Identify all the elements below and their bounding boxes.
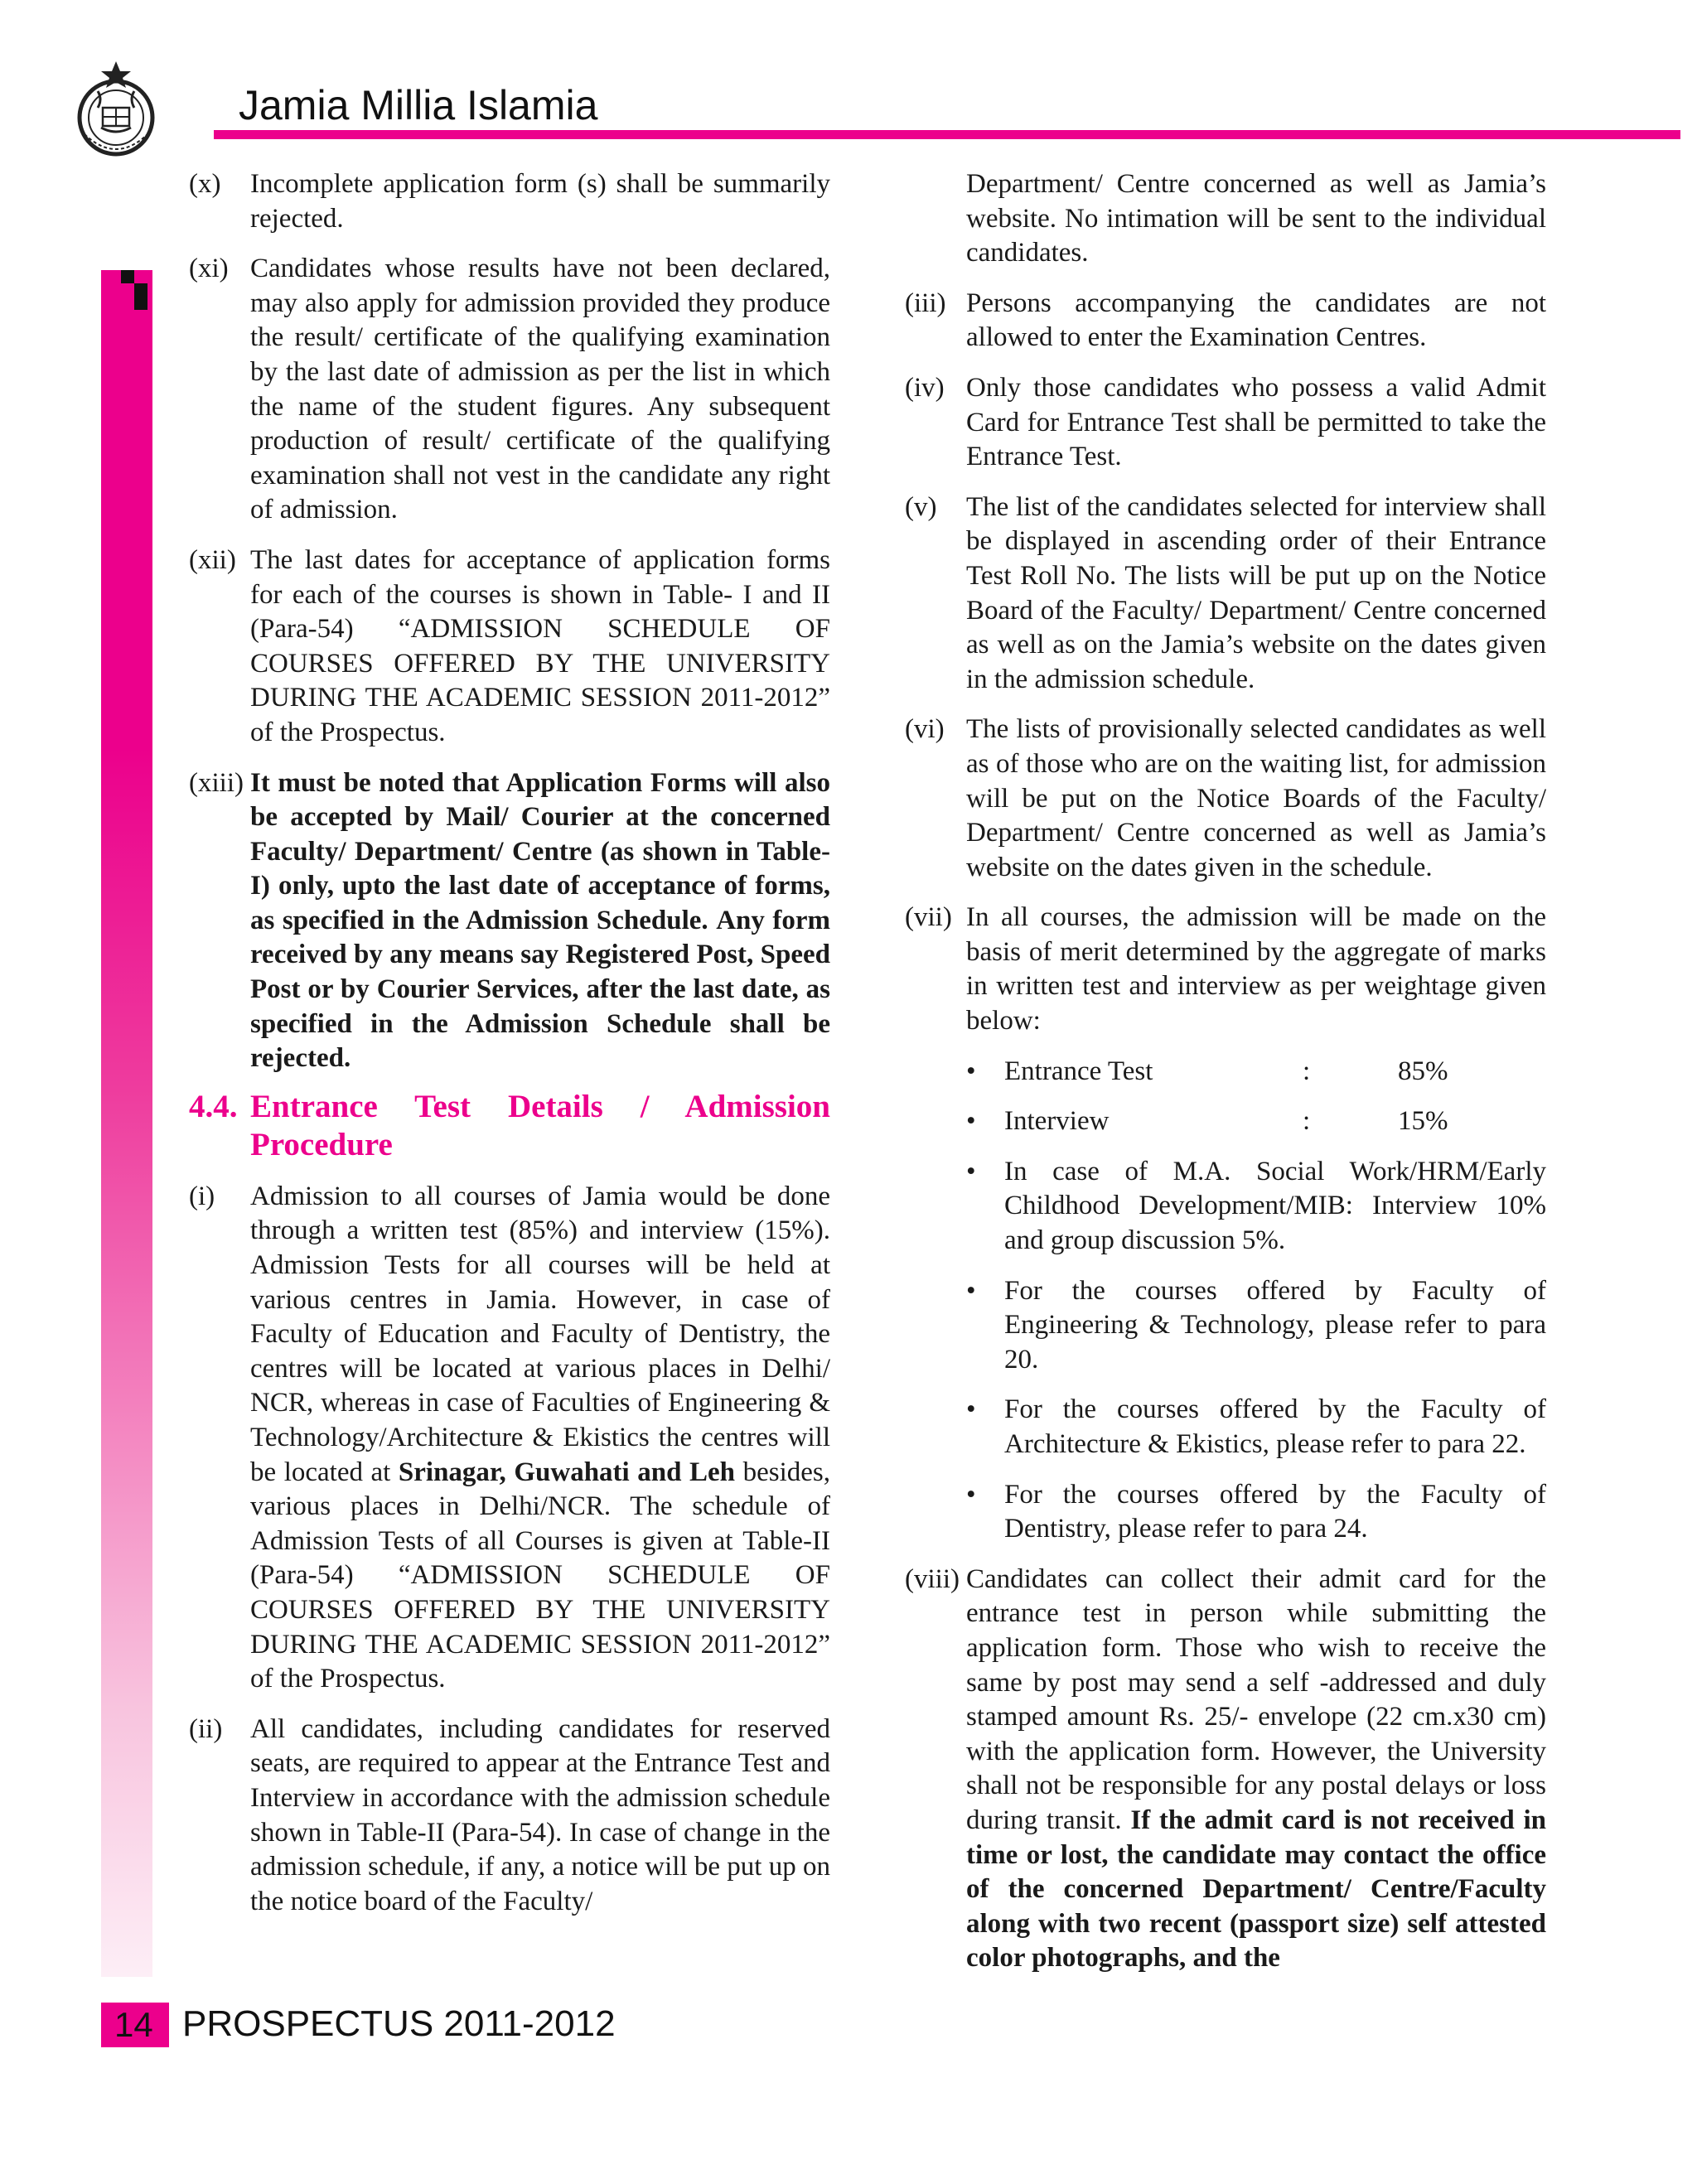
list-item-xii <box>189 544 830 751</box>
bullet-icon: • <box>966 1479 976 1510</box>
list-item-vii <box>905 901 1546 1038</box>
item-marker: (iv) <box>905 372 945 403</box>
list-item-i <box>189 1180 830 1697</box>
item-text: besides, various places in Delhi/NCR. The schedule of Admission Tests of all Courses is given at Table-II (Para-54) “ADMISSION SCHEDULE OF COURSES OFFERED BY THE UNIVERSITY DURING THE ACADEMIC SESSION 2011-2012” of the Prospectus. <box>250 1457 830 1694</box>
list-item-iv <box>905 371 1546 475</box>
bullet-icon: • <box>966 1156 976 1186</box>
item-text: Incomplete application form (s) shall be summarily rejected. <box>250 169 830 234</box>
list-item-xi <box>189 252 830 528</box>
weightage-value: 85% <box>1398 1056 1448 1086</box>
list-item-xiii <box>189 766 830 1076</box>
item-marker: (ii) <box>189 1713 223 1744</box>
bullet-icon: • <box>966 1394 976 1425</box>
section-title: Entrance Test Details / Admission Procedure <box>250 1088 830 1162</box>
right-column <box>905 167 1546 1976</box>
bullet-text: For the courses offered by the Faculty of Architecture & Ekistics, please refer to para 22. <box>1004 1394 1546 1459</box>
list-item-v <box>905 490 1546 698</box>
item-marker: (x) <box>189 169 221 199</box>
list-item-iii <box>905 287 1546 355</box>
bullet-item <box>905 1393 1546 1462</box>
item-text-bold: Srinagar, Guwahati and Leh <box>398 1457 736 1487</box>
bullet-item <box>905 1104 1546 1139</box>
weightage-label: Interview <box>1004 1106 1110 1137</box>
continued-text: Department/ Centre concerned as well as Jamia’s website. No intimation will be sent to the individual candidates. <box>966 169 1546 268</box>
sidebar-check-square <box>121 270 134 283</box>
left-column <box>189 167 830 1919</box>
bullet-item <box>905 1055 1546 1090</box>
item-text-bold: If the admit card is not received in time or lost, the candidate may contact the office of the concerned Department/ Centre/Faculty along with two recent (passport size) self attested color photographs, and the <box>966 1805 1546 1974</box>
header-rule <box>214 130 1680 139</box>
item-text: In all courses, the admission will be made on the basis of merit determined by the aggregate of marks in written test and interview as per weightage given below: <box>966 902 1546 1036</box>
section-heading <box>189 1088 830 1164</box>
bullet-item <box>905 1274 1546 1378</box>
bullet-text: For the courses offered by Faculty of Engineering & Technology, please refer to para 20. <box>1004 1275 1546 1375</box>
bullet-item <box>905 1478 1546 1547</box>
item-marker: (viii) <box>905 1563 960 1594</box>
university-emblem <box>73 60 159 159</box>
weightage-separator: : <box>1303 1056 1311 1086</box>
item-text: Only those candidates who possess a valid Admit Card for Entrance Test shall be permitted to take the Entrance Test. <box>966 372 1546 472</box>
item-text: The list of the candidates selected for interview shall be displayed in ascending order of their Entrance Test Roll No. The lists will be put up on the Notice Board of the Faculty/ Department/ Centre concerned as well as on the Jamia’s website on the dates given in the admission schedule. <box>966 491 1546 694</box>
sidebar-check-square <box>134 297 147 310</box>
weightage-label: Entrance Test <box>1004 1056 1153 1086</box>
item-text: All candidates, including candidates for reserved seats, are required to appear at the Entrance Test and Interview in accordance with the admission schedule shown in Table-II (Para-54). In case of change in the admission schedule, if any, a notice will be put up on the notice board of the Faculty/ <box>250 1713 830 1916</box>
list-item-ii <box>189 1713 830 1920</box>
page-number: 14 <box>114 2005 153 2044</box>
item-text: Candidates can collect their admit card for the entrance test in person while submitting the application form. Those who wish to receive the same by post may send a self -addressed and duly stamped amount Rs. 25/- envelope (22 cm.x30 cm) with the application form. However, the University shall not be responsible for any postal delays or loss during transit. <box>966 1563 1546 1835</box>
item-text: Persons accompanying the candidates are not allowed to enter the Examination Centres. <box>966 287 1546 353</box>
item-text-bold: Any form received by any means say Registered Post, Speed Post or by Courier Services, after the last date, as specified in the Admission Schedule shall be rejected. <box>250 905 831 1074</box>
item-marker: (i) <box>189 1181 215 1211</box>
section-number: 4.4. <box>189 1088 238 1124</box>
item-marker: (v) <box>905 491 937 522</box>
sidebar-check-square <box>134 283 147 297</box>
bullet-icon: • <box>966 1056 976 1086</box>
weightage-value: 15% <box>1398 1106 1448 1137</box>
list-item-viii <box>905 1563 1546 1976</box>
sidebar-gradient-bar <box>101 270 152 1977</box>
item-marker: (iii) <box>905 287 946 318</box>
bullet-text: In case of M.A. Social Work/HRM/Early Childhood Development/MIB: Interview 10% and group discussion 5%. <box>1004 1156 1546 1256</box>
item-marker: (vii) <box>905 902 952 933</box>
bullet-icon: • <box>966 1106 976 1137</box>
bullet-text: For the courses offered by the Faculty of Dentistry, please refer to para 24. <box>1004 1479 1546 1544</box>
weightage-separator: : <box>1303 1106 1311 1137</box>
list-item-vi <box>905 713 1546 885</box>
university-name: Jamia Millia Islamia <box>239 82 598 128</box>
item-text: Candidates whose results have not been declared, may also apply for admission provided they produce the result/ certificate of the qualifying examination by the last date of admission as per the list in which the name of the student figures. Any subsequent production of result/ certificate of the qualifying examination shall not vest in the candidate any right of admission. <box>250 254 830 525</box>
item-text: Admission to all courses of Jamia would be done through a written test (85%) and interview (15%). Admission Tests for all courses will be held at various centres in Jamia. However, in case of Faculty of Education and Faculty of Dentistry, the centres will be located at various places in Delhi/ NCR, whereas in case of Faculties of Engineering & Technology/Architecture & Ekistics the centres will be located at <box>250 1181 830 1487</box>
item-text-bold: It must be noted that Application Forms will also be accepted by Mail/ Courier at the concerned Faculty/ Department/ Centre (as shown in Table-I) only, upto the last date of acceptance of forms, as specified in the Admission Schedule. <box>250 767 830 935</box>
item-marker: (vi) <box>905 714 945 745</box>
item-marker: (xii) <box>189 544 236 575</box>
footer-title: PROSPECTUS 2011-2012 <box>182 2003 616 2044</box>
bullet-item <box>905 1155 1546 1259</box>
item-text: The last dates for acceptance of application forms for each of the courses is shown in Table- I and II (Para-54) “ADMISSION SCHEDULE OF COURSES OFFERED BY THE UNIVERSITY DURING THE ACADEMIC SESSION 2011-2012” of the Prospectus. <box>250 544 830 747</box>
list-item-x <box>189 167 830 236</box>
bullet-icon: • <box>966 1275 976 1306</box>
item-marker: (xiii) <box>189 767 244 798</box>
item-text: The lists of provisionally selected candidates as well as of those who are on the waiting list, for admission will be put on the Notice Boards of the Faculty/ Department/ Centre concerned as well as Jamia’s website on the dates given in the schedule. <box>966 714 1546 882</box>
item-marker: (xi) <box>189 254 229 284</box>
